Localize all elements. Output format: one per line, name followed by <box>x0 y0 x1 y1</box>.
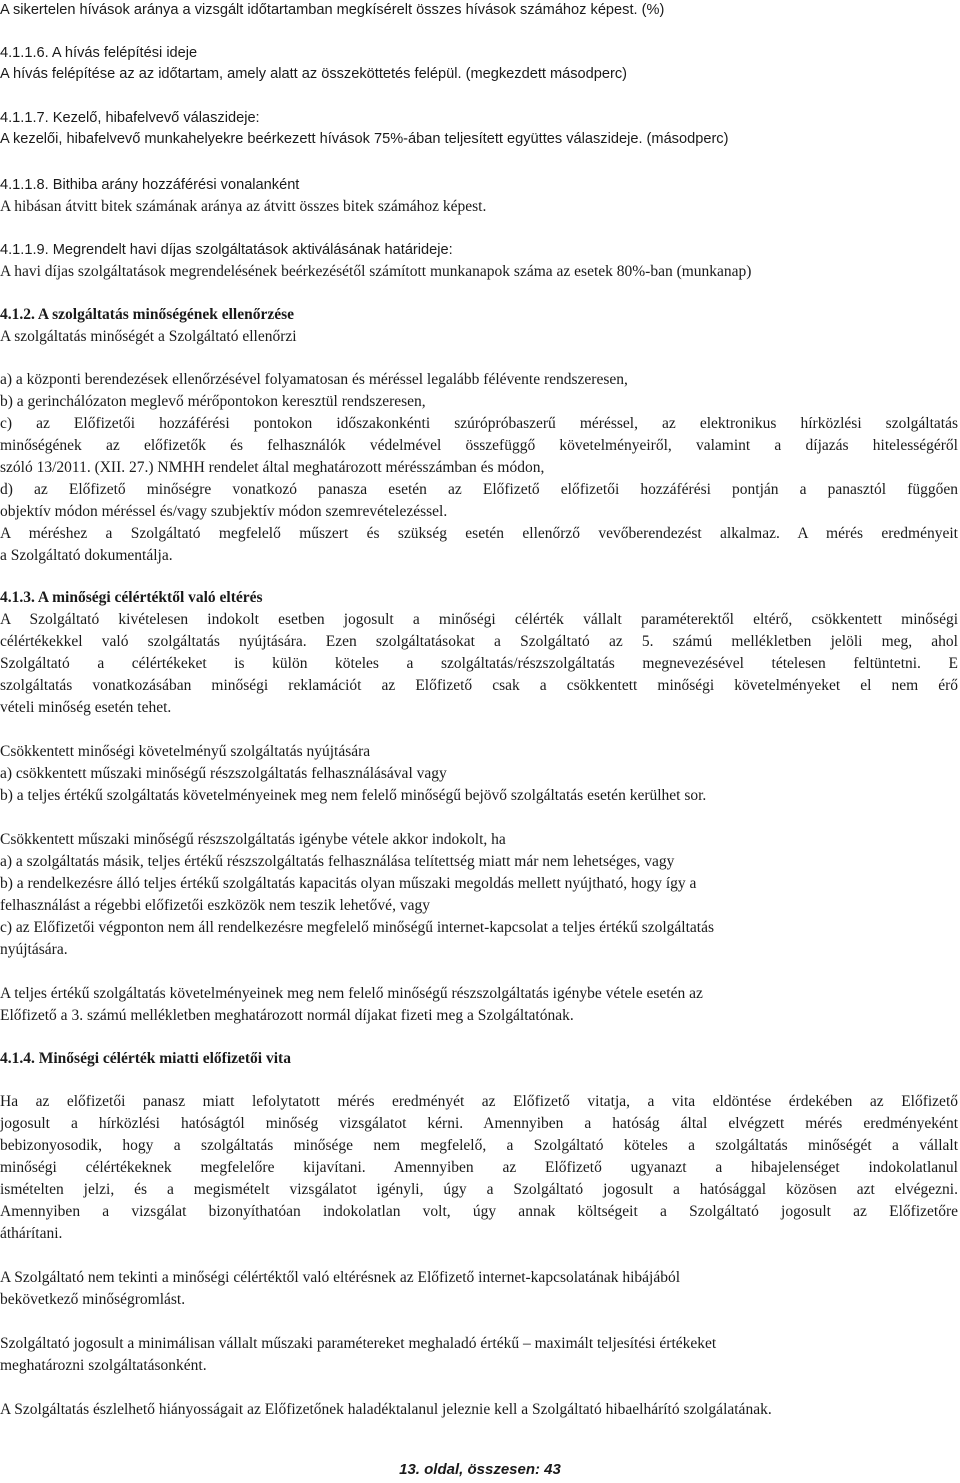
text-line: Előfizető a 3. számú mellékletben meghatározott normál díjakat fizeti meg a Szolgáltatónak. <box>0 1007 574 1024</box>
list-item-a: a) csökkentett műszaki minőségű részszolgáltatás felhasználásával vagy <box>0 765 447 782</box>
text-line: A hibásan átvitt bitek számának aránya az átvitt összes bitek számához képest. <box>0 198 487 215</box>
text-line: Szolgáltató a célértékeket is külön köteles a szolgáltatás/részszolgáltatás megnevezésével tételesen feltüntetni. E <box>0 655 958 672</box>
text-line: Ha az előfizetői panasz miatt lefolytatott mérés eredményét az Előfizető vitatja, a vita eldöntése érdekében az Előfizető <box>0 1093 958 1110</box>
text-line: célértékekkel való szolgáltatás nyújtására. Ezen szolgáltatásokat a Szolgáltató az 5. számú mellékletben jelöli meg, ahol <box>0 633 958 650</box>
page-footer: 13. oldal, összesen: 43 <box>399 1461 561 1478</box>
text-line: szolgáltatás vonatkozásában minőségi reklamációt az Előfizető csak a csökkentett minőségi követelményeket el nem érő <box>0 677 958 694</box>
list-item-a: a) a szolgáltatás másik, teljes értékű részszolgáltatás felhasználása telítettség miatt már nem lehetséges, vagy <box>0 853 675 870</box>
section-heading-4-1-1-9: 4.1.1.9. Megrendelt havi díjas szolgáltatások aktiválásának határideje: <box>0 242 453 258</box>
list-item-b: b) a gerinchálózaton meglevő mérőpontokon keresztül rendszeresen, <box>0 393 426 410</box>
section-heading-4-1-2: 4.1.2. A szolgáltatás minőségének ellenőrzése <box>0 306 295 323</box>
list-item-a: a) a központi berendezések ellenőrzésével folyamatosan és méréssel legalább félévente rendszeresen, <box>0 371 628 388</box>
text-line: vételi minőség esetén tehet. <box>0 699 172 716</box>
text-line: A teljes értékű szolgáltatás követelményeinek meg nem felelő minőségű részszolgáltatás igénybe vétele esetén az <box>0 985 703 1002</box>
text-line: jogosult a hírközlési hatóságtól minőség vizsgálatot kérni. Amennyiben a hatóság által elvégzett mérés eredményeként <box>0 1115 958 1132</box>
text-line: A Szolgáltató kivételesen indokolt esetben jogosult a minőségi célérték vállalt paraméterektől eltérő, csökkentett minőségi <box>0 611 958 628</box>
list-item-c: c) az Előfizetői hozzáférési pontokon időszakonkénti szúrópróbaszerű méréssel, az elektronikus hírközlési szolgáltatás <box>0 415 958 432</box>
text-line: szóló 13/2011. (XII. 27.) NMHH rendelet által meghatározott mérésszámban és módon, <box>0 459 545 476</box>
text-line: ismételten jelzi, és a megismételt vizsgálatot igényli, úgy a Szolgáltató jogosult a hatósággal közösen azt elvégezni. <box>0 1181 958 1198</box>
text-line: felhasználást a régebbi előfizetői eszközök nem teszik lehetővé, vagy <box>0 897 430 914</box>
text-line: objektív módon méréssel és/vagy szubjektív módon szemrevételezéssel. <box>0 503 448 520</box>
text-line: minőségének az előfizetők és felhasználók védelmével összefüggő követelményeiről, valamint a díjazás hitelességéről <box>0 437 958 454</box>
text-line: nyújtására. <box>0 941 68 958</box>
section-heading-4-1-4: 4.1.4. Minőségi célérték miatti előfizetői vita <box>0 1050 291 1067</box>
text-line: A Szolgáltató nem tekinti a minőségi célértéktől való eltérésnek az Előfizető internet-kapcsolatának hibájából <box>0 1269 681 1286</box>
list-item-d: d) az Előfizető minőségre vonatkozó panasza esetén az Előfizető előfizetői hozzáférési pontján a panasztól függően <box>0 481 958 498</box>
section-heading-4-1-1-7: 4.1.1.7. Kezelő, hibafelvevő válaszideje: <box>0 110 260 126</box>
text-line: Csökkentett műszaki minőségű részszolgáltatás igénybe vétele akkor indokolt, ha <box>0 831 506 848</box>
text-line: A hívás felépítése az az időtartam, amely alatt az összeköttetés felépül. (megkezdett másodperc) <box>0 66 628 82</box>
text-line: a Szolgáltató dokumentálja. <box>0 547 173 564</box>
text-line: A kezelői, hibafelvevő munkahelyekre beérkezett hívások 75%-ában teljesített együttes válaszideje. (másodperc) <box>0 131 729 147</box>
text-line: bekövetkező minőségromlást. <box>0 1291 186 1308</box>
text-line: A sikertelen hívások aránya a vizsgált időtartamban megkísérelt összes hívások számához képest. (%) <box>0 2 665 18</box>
section-heading-4-1-3: 4.1.3. A minőségi célértéktől való eltérés <box>0 589 263 606</box>
text-line: Amennyiben a vizsgálat bizonyíthatóan indokolatlan volt, úgy annak költségeit a Szolgáltató jogosult az Előfizetőre <box>0 1203 958 1220</box>
list-item-c: c) az Előfizetői végponton nem áll rendelkezésre megfelelő minőségű internet-kapcsolat a teljes értékű szolgáltatás <box>0 919 714 936</box>
text-line: A szolgáltatás minőségét a Szolgáltató ellenőrzi <box>0 328 297 345</box>
section-heading-4-1-1-6: 4.1.1.6. A hívás felépítési ideje <box>0 45 198 61</box>
text-line: Szolgáltató jogosult a minimálisan vállalt műszaki paramétereket meghaladó értékű – maximált teljesítési értékeket <box>0 1335 717 1352</box>
list-item-b: b) a teljes értékű szolgáltatás követelményeinek meg nem felelő minőségű bejövő szolgáltatás esetén kerülhet sor. <box>0 787 707 804</box>
section-heading-4-1-1-8: 4.1.1.8. Bithiba arány hozzáférési vonalanként <box>0 177 300 193</box>
list-item-b: b) a rendelkezésre álló teljes értékű szolgáltatás kapacitás olyan műszaki megoldás mellett nyújtható, hogy így a <box>0 875 697 892</box>
text-line: minőségi célértékeknek megfelelőre kijavítani. Amennyiben az Előfizető ugyanazt a hibajelenséget indokolatlanul <box>0 1159 958 1176</box>
text-line: A Szolgáltatás észlelhető hiányosságait az Előfizetőnek haladéktalanul jeleznie kell a Szolgáltató hibaelhárító szolgálatának. <box>0 1401 772 1418</box>
text-line: Csökkentett minőségi követelményű szolgáltatás nyújtására <box>0 743 371 760</box>
text-line: A havi díjas szolgáltatások megrendelésének beérkezésétől számított munkanapok száma az esetek 80%-ban (munkanap) <box>0 263 752 280</box>
text-line: áthárítani. <box>0 1225 63 1242</box>
text-line: meghatározni szolgáltatásonként. <box>0 1357 207 1374</box>
text-line: bebizonyosodik, hogy a szolgáltatás minősége nem megfelelő, a Szolgáltató köteles a szolgáltatás minőségét a vállalt <box>0 1137 958 1154</box>
text-line: A méréshez a Szolgáltató megfelelő műszert és szükség esetén ellenőrző vevőberendezést alkalmaz. A mérés eredményeit <box>0 525 958 542</box>
